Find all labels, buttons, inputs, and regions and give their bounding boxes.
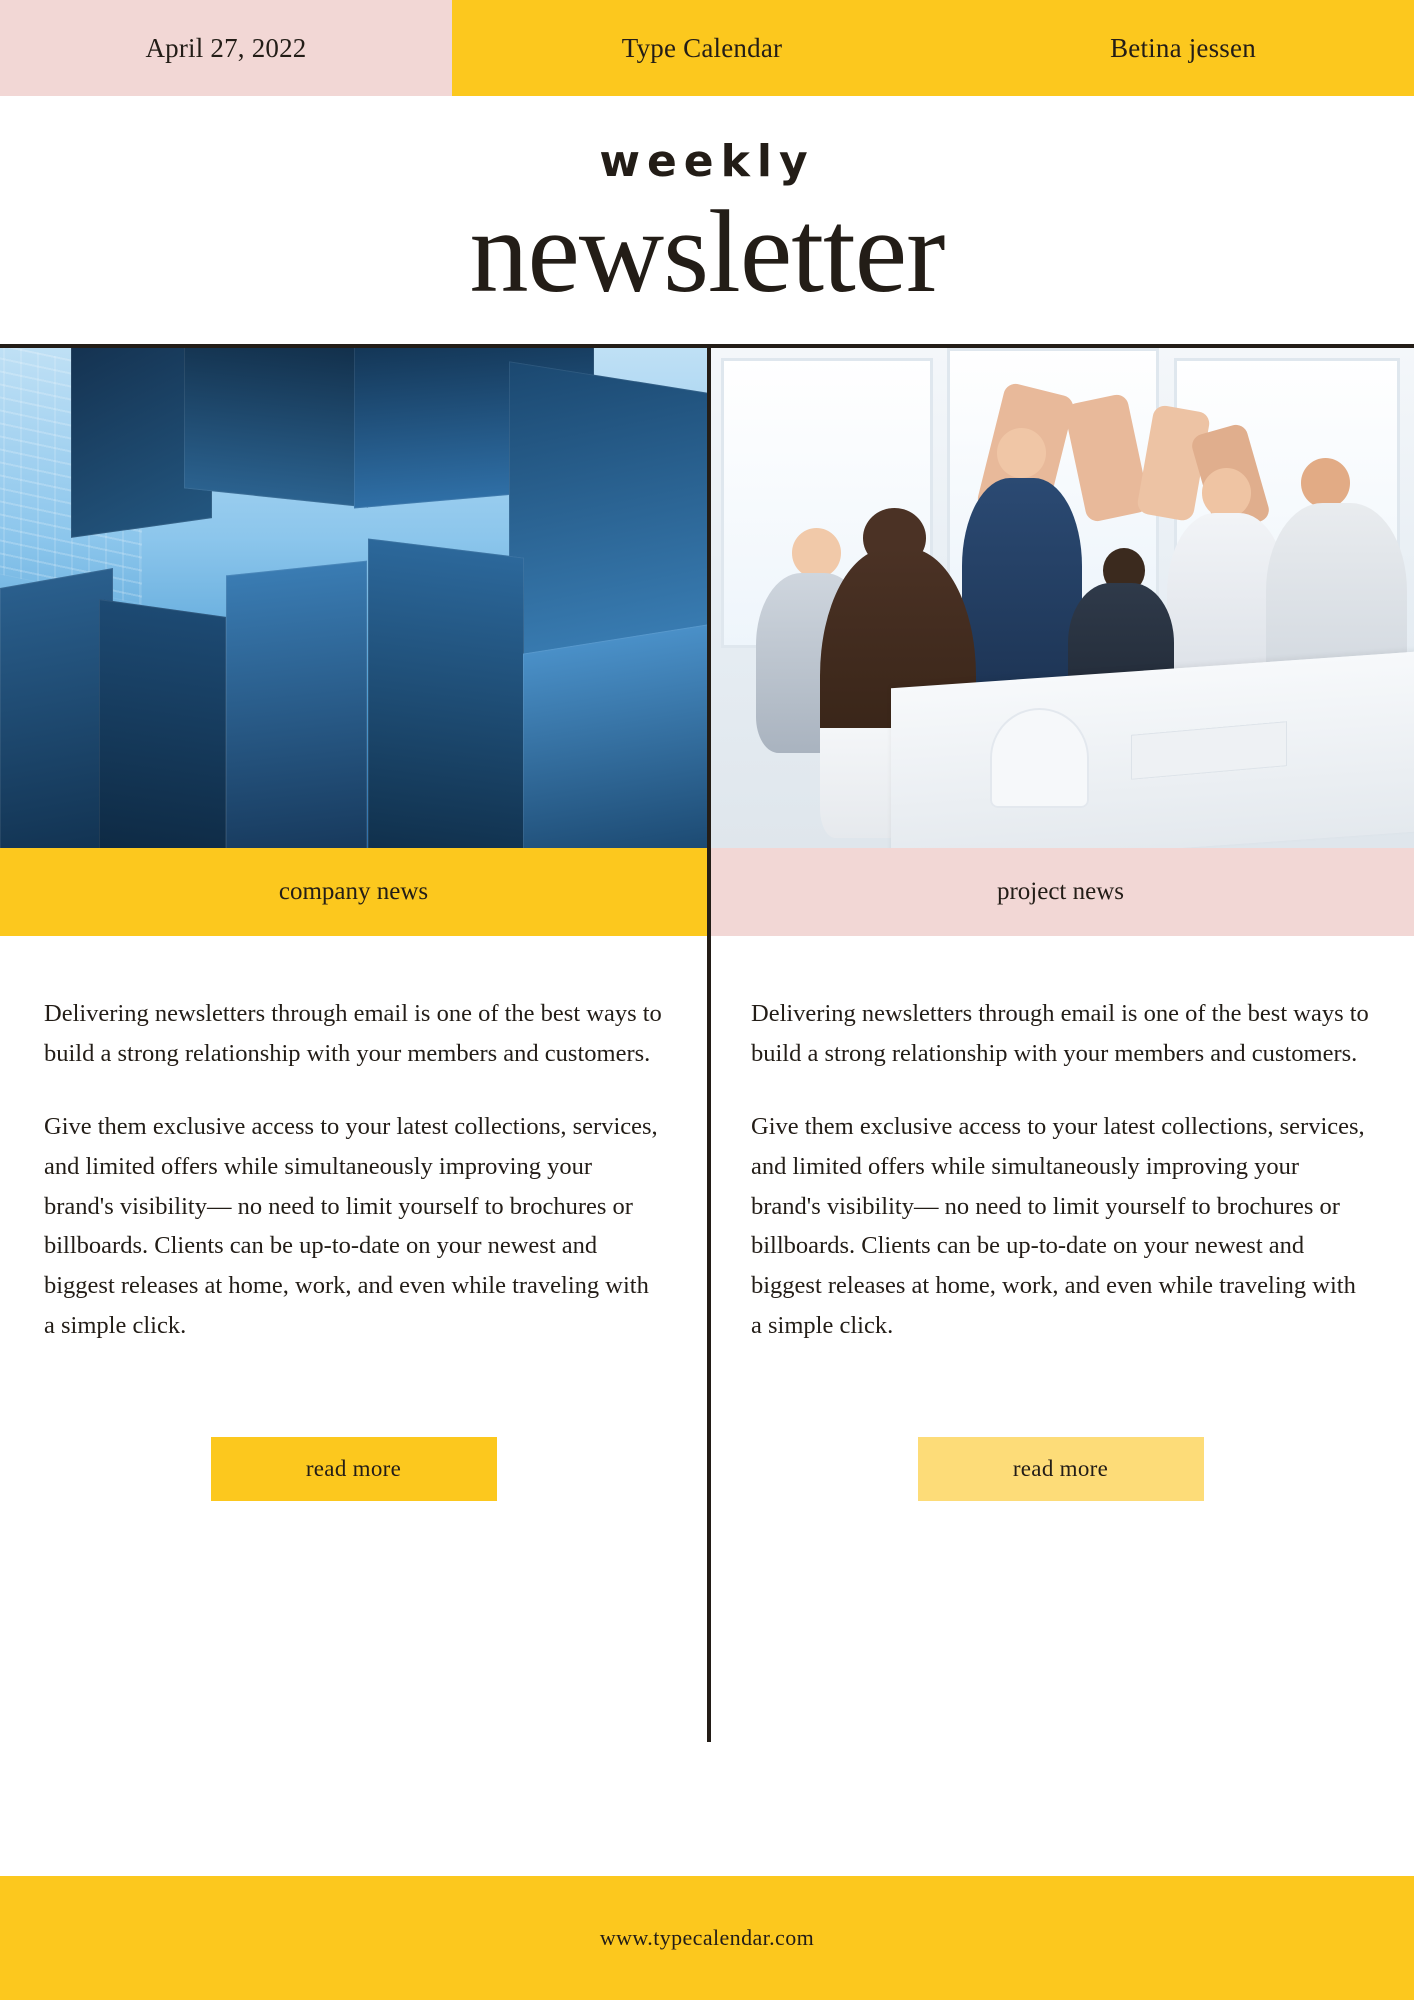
team-high-five-photo (707, 348, 1414, 848)
read-more-row (751, 1345, 1370, 1501)
category-label-project: project news (707, 848, 1414, 936)
footer (0, 1876, 1414, 2000)
article-body-project (707, 936, 1414, 1656)
masthead (0, 96, 1414, 344)
article-paragraph: Give them exclusive access to your latest collections, services, and limited offers while simultaneously improving your brand's visibility— no need to limit yourself to brochures or billboards. Clients can be up-to-date on your newest and biggest releases at home, work, and even while traveling with a simple click. (44, 1113, 658, 1339)
top-bar (0, 0, 1414, 96)
column-company-news (0, 348, 707, 1656)
read-more-button-project[interactable]: read more (918, 1437, 1204, 1501)
masthead-kicker: weekly (599, 136, 815, 187)
content-columns (0, 348, 1414, 1656)
category-label-company: company news (0, 848, 707, 936)
article-paragraph: Delivering newsletters through email is one of the best ways to build a strong relationship with your members and customers. (44, 999, 662, 1067)
article-paragraph: Give them exclusive access to your latest collections, services, and limited offers while simultaneously improving your brand's visibility— no need to limit yourself to brochures or billboards. Clients can be up-to-date on your newest and biggest releases at home, work, and even while traveling with a simple click. (751, 1113, 1365, 1339)
brand-name: Type Calendar (452, 0, 952, 96)
page-title: newsletter (469, 186, 945, 318)
article-paragraph: Delivering newsletters through email is one of the best ways to build a strong relationship with your members and customers. (751, 999, 1369, 1067)
issue-date: April 27, 2022 (0, 0, 452, 96)
author-name: Betina jessen (952, 0, 1414, 96)
read-more-button-company[interactable]: read more (211, 1437, 497, 1501)
skyscrapers-photo (0, 348, 707, 848)
column-project-news (707, 348, 1414, 1656)
read-more-row (44, 1345, 663, 1501)
article-body-company (0, 936, 707, 1656)
column-divider (707, 348, 711, 1742)
website-link[interactable]: www.typecalendar.com (599, 1925, 815, 1950)
